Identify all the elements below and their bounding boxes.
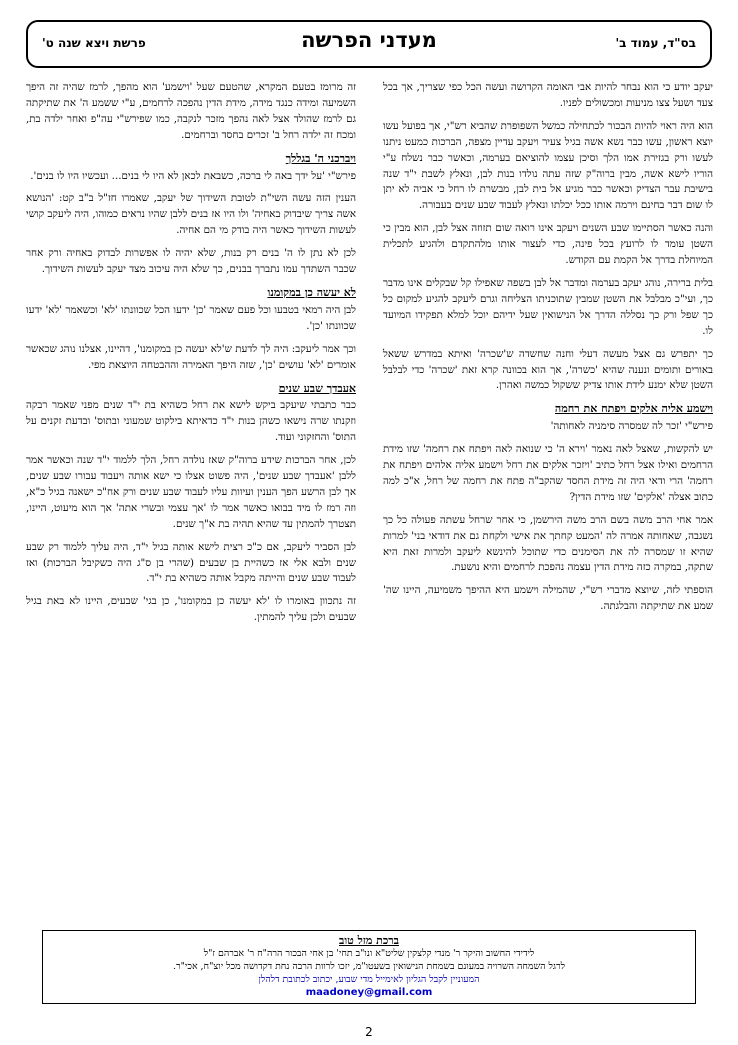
paragraph: יש להקשות, שאצל לאה נאמר 'וירא ה' כי שנואה לאה ויפתח את רחמה' שזו מידת הרחמים ואילו אצל רחל כתיב 'ויזכר אלקים את רחל וישמע אליה אלהים ויפתח את רחמה' הרי ודאי היה זה מידת החסד שהקב"ה פתח את רחמה של רחל, א"כ למה כתוב אצלה 'אלקים' שזו מידת הדין? (383, 443, 713, 503)
paragraph: הוא היה ראוי להיות הבכור לכתחילה כמשל השפופרת שהביא רש"י, אך בפועל עשו יוצא ראשון, עשו כבר נשא אשה בגיל צעיר ויעקב עדיין מצפה, הברכות כמעט ניתנו לעשו ורק בגזירת אמו הלך וסיכן עצמו להוציאם בערמה, וכאשר כבר נשלח ע"י הוריו לישא אשה, מבין ברוה"ק שזה עתה נולדו בנות לבן, ונאלץ לשבת י"ד שנה בישיבת עבר הצדיק וכאשר כבר מגיע אל בית לבן, מבשרת לו רחל כי אביה לא יתן לו שום דבר בחינם וירמה אותו ככל יכלתו ונאלץ לעבוד שבע שנים בעבורה. (383, 119, 713, 212)
paragraph: וכך אמר ליעקב: היה לך לדעת ש'לא יעשה כן במקומנו', דהיינו, אצלנו נוהג שכאשר אומרים 'לא' עושים 'כן', שזה היפך האמירה וההבטחה היוצאת מפי. (26, 342, 356, 371)
section-heading: ויברכני ה' בגללך (285, 151, 356, 165)
section-heading: אעבדך שבע שנים (278, 381, 356, 395)
subscribe-note: המעוניין לקבל הגליון לאימייל מדי שבוע, יכתוב לכתובת דלהלן (258, 974, 480, 985)
section-heading: לא יעשה כן במקומנו (267, 285, 356, 299)
paragraph: לבן הסביר ליעקב, אם כ"כ רצית לישא אותה בגיל י"ד, היה עליך ללמוד רק שבע שנים ולבא אלי אז כשהיית בן שבעים (שהרי בן ס"ג היה כשקיבל הברכות) ואז לעבוד שבע שנים והייתה מקבל אותה כשהיא בת י"ד. (26, 540, 356, 585)
paragraph: בלית ברירה, נוהג יעקב בערמה ומדבר אל לבן בשפה שאפילו קל שבקלים אינו מדבר כך, ועי"כ מבלבל את השטן שמבין שתוכניתו הצליחה וגרם ליעקב להגיע למקום כל כך שפל ורק כך נסללה הדרך אל הנישואין שעל ידיהם יוכל למלא תפקידו המיועד לו. (383, 276, 713, 337)
mazal-tov-box (42, 930, 696, 1004)
paragraph: הענין הזה עשה השי"ת לטובת השידוך של יעקב, שאמרו חז"ל ב"ב קט: 'הנושא אשה צריך שיבדוק באחיה' ולו היו אז בנים ללבן שהיו נראים כמוהו, היה ליעקב קושי לעשות השידוך כאשר היה בודק מי הם אחיה. (26, 192, 356, 237)
paragraph: והנה כאשר הסתיימו שבע השנים ויעקב אינו רואה שום תזוזה אצל לבן, הוא מבין כי השטן עומד לו לרועץ בכל פינה, כדי לעצור אותו מלהתקדם ולהגיע לתכלית המיוחלת בדרך אל הקמת עם הקודש. (383, 222, 713, 267)
text-column-left (26, 80, 356, 915)
paragraph: לכן לא נתן לו ה' בנים רק בנות, שלא יהיה לו אפשרות לבדוק באחיה ורק אחר שכבר השתדך עמו נתברך בבנים, כך שלא היה עיכוב מצד יעקב לעשות השידוך. (26, 247, 356, 276)
paragraph: זה נתכוון באומרו לו 'לא יעשה כן במקומנו', כן בגי' שבעים, היינו לא באת בגיל שבעים ולכן עליך להמתין. (26, 595, 356, 624)
text-column-right (383, 80, 713, 915)
paragraph: יעקב יודע כי הוא נבחר להיות אבי האומה הקדושה ועשה הכל כפי שצריך, אך בכל צעד ושעל צצו מניעות ומכשולים לפניו. (383, 81, 713, 109)
mazal-tov-line-2: לרגל השמחה השרויה במעונם בשמחת הנישואין בשעטו"מ, יזכו לרוות הרבה נחת דקדושה מכל יוצ"ח, אכי"ר. (173, 961, 565, 972)
header-parsha: פרשת ויצא שנה ט' (42, 36, 146, 50)
paragraph: כך יתפרש גם אצל מעשה דעלי וחנה שחשדה ש'שכרה' ואיתא במדרש ששאל באורים ותומים ונענה שהיא 'כשרה', אך הוא בכוונה קרא זאת 'שכרה' כדי לבלבל השטן שלא ימנע לידת אותו צדיק ששקול כמשה ואהרן. (383, 347, 713, 392)
paragraph: הוספתי לזה, שיוצא מדברי רש"י, שהמילה וישמע היא ההיפך משמיעה, היינו שה' שמע את שתיקתה והבלגתה. (383, 584, 713, 613)
mazal-tov-title: ברכת מזל טוב (339, 934, 399, 947)
paragraph: לכן, אחר הברכות שידע ברוה"ק שאז נולדה רחל, הלך ללמוד י"ד שנה וכאשר אמר ללבן 'אעבדך שבע שנים', היה פשוט אצלו כי ישא אותה ויעבוד עבורו שבע שנים, אך לבן הרשע הפך הענין ועיוות עליו לעבוד שבע שנים ורק אח"כ ישאנה בגיל כ"א, וזה רמז לו מיד בבואו כאשר אמר לו 'אך עצמי ובשרי אתה' אך הוא מיעוט, היינו, תצטרך להמתין עד שהיא תהיה בת א"ך שנים. (26, 454, 356, 530)
paragraph: אמר אחי הרב משה בשם הרב משה הירשמן, כי אחר שרחל עשתה פעולה כל כך נשגבה, שאחותה אמרה לה 'המעט קחתך את אישי ולקחת גם את דודאי בני' למרות שהיא זו שמסרה לה את הסימנים כדי שתוכל להינשא ליעקב ולמרות זאת היא שתקה, במקרה כזה מידת הדין עצמה נהפכת לרחמים והיא נושעת. (383, 513, 713, 574)
page-header (26, 20, 712, 68)
paragraph: זה מרומז בטעם המקרא, שהטעם שעל 'וישמע' הוא מהפך, לרמז שהיה זה היפך השמיעה ומידה כנגד מידה, מידת הדין נהפכה לרחמים, ע"י ששמע ה' את שתיקתה גם לרמז שהולד אצל לאה נהפך מזכר לנקבה, כמו שפירש"י עה"פ ואחר ילדה בת, ומכח זה ילדה רחל ב' זכרים בחסד וברחמים. (26, 81, 356, 141)
paragraph: פירש"י 'על ידך באה לי ברכה, כשבאת לכאן לא היו לי בנים... ועכשיו היו לו בנים'. (30, 169, 356, 182)
page-number: 2 (365, 1025, 373, 1039)
publication-title: מעדני הפרשה (301, 28, 437, 52)
email-link[interactable]: maadoney@gmail.com (305, 987, 433, 998)
paragraph: לבן היה רמאי בטבעו וכל פעם שאמר 'כן' ידעו הכל שכוונתו 'לא' וכשאמר 'לא' ידעו שכוונתו 'כן'. (26, 303, 356, 332)
header-page-ref: בס"ד, עמוד ב' (615, 36, 696, 50)
paragraph: כבר כתבתי שיעקב ביקש לישא את רחל כשהיא בת י"ד שנים מפני שאמר רבקה וזקנתו שרה נישאו כשהן בנות י"ד כדאיתא בילקוט שמעוני ובתוס' ובדעת זקנים על התוס' והחזקוני ועוד. (26, 399, 356, 444)
section-heading: וישמע אליה אלקים ויפתח את רחמה (554, 402, 713, 416)
mazal-tov-line-1: לידידי החשוב והיקר ר' מנדי קלצקין שליט"א ונו"ב תחי' בן אחי הבכור הרה"ח ר' אברהם ז"ל (203, 948, 535, 959)
paragraph: פירש"י 'זכר לה שמסרה סימניה לאחותה' (550, 420, 713, 433)
